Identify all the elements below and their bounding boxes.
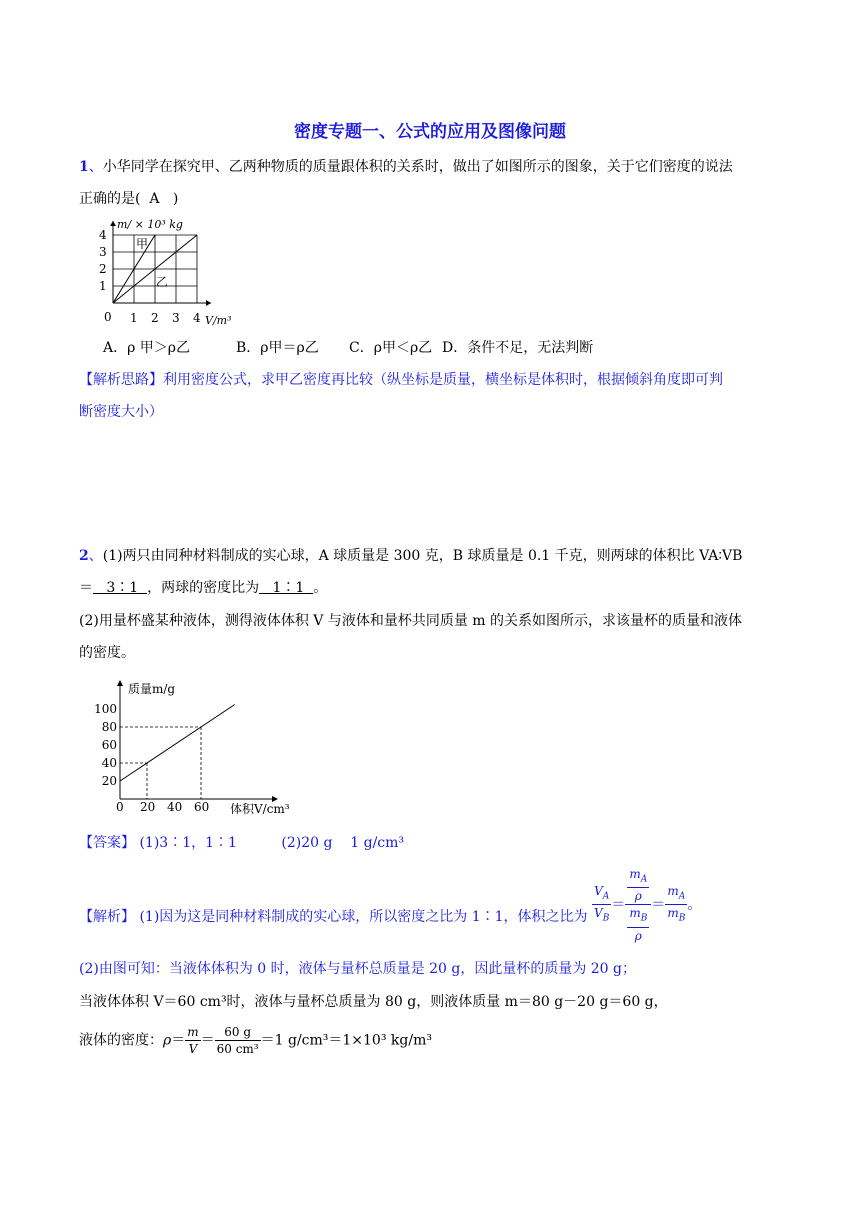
y-tick-label: 2 — [99, 262, 107, 276]
option-d: D．条件不足，无法判断 — [442, 340, 594, 356]
analysis-tag: 【解析】 — [79, 909, 135, 926]
y-tick-label: 3 — [99, 245, 107, 259]
option-a: A．ρ 甲＞ρ乙 — [103, 340, 191, 356]
y-tick-label: 1 — [99, 279, 107, 293]
line-label-jia: 甲 — [136, 237, 149, 251]
question-1-line-2 — [79, 189, 178, 209]
answer-choice: A — [149, 191, 160, 207]
question-text: ，两球的密度比为 — [147, 580, 260, 596]
answer-line — [79, 833, 404, 853]
question-text: ＝ — [79, 580, 93, 596]
mass-over-density-fraction: $\frac{\frac{m_A}{\rho}}{\frac{m_B}{\rho}}$ — [625, 866, 651, 944]
question-separator: 、 — [88, 548, 103, 564]
analysis-text: (1)因为这是同种材料制成的实心球，所以密度之比为 1∶1，体积之比为 — [139, 909, 588, 926]
y-axis-arrow — [117, 680, 123, 686]
question-number: 1 — [79, 159, 89, 175]
analysis-tag: 【解析思路】 — [79, 372, 163, 388]
answer-text: (1)3∶1，1∶1 (2)20 g 1 g/cm³ — [139, 835, 405, 851]
x-tick-label: 2 — [151, 311, 159, 325]
question-2-part-2-line-2: 的密度。 — [79, 645, 135, 661]
x-axis-label: V/m³ — [205, 314, 232, 327]
question-text: ) — [172, 191, 179, 207]
question-2-line-2 — [79, 578, 327, 598]
y-tick-label: 100 — [94, 702, 117, 716]
analysis-2-part-1: 【解析】 (1)因为这是同种材料制成的实心球，所以密度之比为 1∶1，体积之比为 $\frac{V_A}{V_B}$ ＝ $\frac{\frac{m_A}{\rho}}{\frac{m_B}{\rho}}$ ＝ $\frac{m_A}{m_B}$ 。 — [79, 867, 702, 943]
question-1-line-1 — [79, 157, 733, 177]
analysis-1-line-1 — [79, 370, 723, 390]
question-2-part-2-line-1: (2)用量杯盛某种液体，测得液体体积 V 与液体和量杯共同质量 m 的关系如图所示，求该量杯的质量和液体 — [79, 613, 743, 629]
analysis-text: 液体的密度： — [79, 1032, 163, 1049]
analysis-text: ＝1 g/cm³＝1×10³ kg/m³ — [260, 1032, 432, 1049]
question-text: 。 — [313, 580, 328, 596]
question-2-line-1 — [79, 546, 742, 566]
y-axis-label: m/ × 10³ kg — [117, 218, 183, 231]
x-tick-label: 3 — [172, 311, 180, 325]
origin-label: 0 — [104, 310, 112, 324]
page-title: 密度专题一、公式的应用及图像问题 — [294, 122, 566, 142]
mass-ratio-fraction: $\frac{m_A}{m_B}$ — [667, 884, 686, 924]
y-tick-label: 80 — [101, 720, 117, 734]
analysis-text: 利用密度公式，求甲乙密度再比较（纵坐标是质量，横坐标是体积时，根据倾斜角度即可判 — [163, 372, 723, 388]
question-separator: 、 — [88, 159, 103, 175]
density-formula-fraction: $\frac{m}{V}$ — [187, 1025, 199, 1056]
question-text: 小华同学在探究甲、乙两种物质的质量跟体积的关系时，做出了如图所示的图象，关于它们密度的说法 — [102, 159, 733, 175]
y-tick-label: 20 — [101, 774, 117, 788]
analysis-2-part-2-line-1: (2)由图可知：当液体体积为 0 时，液体与量杯总质量是 20 g，因此量杯的质量为 20 g； — [79, 961, 636, 977]
x-tick-label: 60 — [194, 800, 210, 814]
question-text: 正确的是( — [79, 191, 141, 207]
option-c: C．ρ甲＜ρ乙 — [349, 340, 433, 356]
x-tick-label: 4 — [193, 311, 201, 325]
y-tick-label: 60 — [101, 738, 117, 752]
question-text: (1)两只由同种材料制成的实心球，A 球质量是 300 克，B 球质量是 0.1 千克，则两球的体积比 VA∶VB — [102, 548, 743, 564]
series-line — [120, 705, 235, 782]
y-axis-arrow — [110, 221, 116, 226]
y-tick-label: 4 — [99, 228, 107, 242]
analysis-2-part-2-line-3: 液体的密度：ρ＝ $\frac{m}{V}$ ＝ $\frac{60 g}{\text{60 cm³}}$ ＝1 g/cm³＝1×10³ kg/m³ — [79, 1025, 432, 1056]
answer-tag: 【答案】 — [79, 835, 135, 851]
x-axis-arrow — [206, 300, 211, 306]
density-value-fraction: $\frac{60 g}{\text{60 cm³}}$ — [216, 1025, 259, 1056]
density-graph-1 — [95, 212, 255, 332]
x-tick-label: 40 — [167, 800, 183, 814]
analysis-2-part-2-line-2: 当液体体积 V＝60 cm³时，液体与量杯总质量为 80 g，则液体质量 m＝80 g－20 g＝60 g， — [79, 994, 668, 1010]
x-tick-label: 1 — [130, 311, 138, 325]
volume-ratio-fraction: $\frac{V_A}{V_B}$ — [594, 884, 610, 924]
question-number: 2 — [79, 548, 89, 564]
analysis-1-line-2: 断密度大小） — [79, 404, 163, 420]
blank-answer-2: 1∶1 — [272, 580, 305, 596]
density-graph-2 — [92, 672, 302, 822]
x-axis-label: 体积V/cm³ — [230, 802, 290, 816]
blank-answer-1: 3∶1 — [106, 580, 139, 596]
y-axis-label: 质量m/g — [128, 682, 176, 696]
option-b: B．ρ甲＝ρ乙 — [236, 340, 319, 356]
y-tick-label: 40 — [101, 756, 117, 770]
origin-label: 0 — [116, 800, 124, 814]
x-tick-label: 20 — [140, 800, 156, 814]
line-label-yi: 乙 — [156, 275, 169, 289]
